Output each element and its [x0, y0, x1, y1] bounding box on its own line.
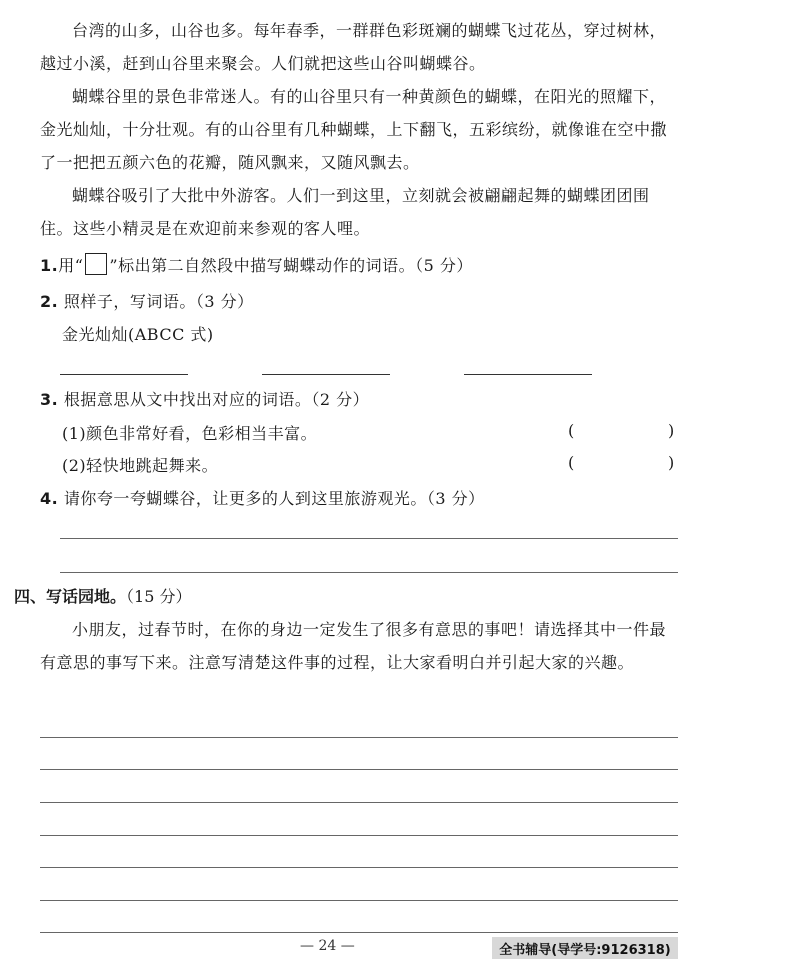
question-2-example: 金光灿灿(ABCC 式) [62, 325, 214, 344]
question-2-number: 2. [40, 292, 59, 311]
question-3-item-1: (1)颜色非常好看，色彩相当丰富。 [62, 424, 318, 443]
passage-paragraph-2: 蝴蝶谷里的景色非常迷人。有的山谷里只有一种黄颜色的蝴蝶，在阳光的照耀下，金光灿灿，十分壮观。有的山谷里有几种蝴蝶，上下翻飞，五彩缤纷，就像谁在空中撒了一把把五颜六色的花瓣，随风飘来，又随风飘去。 [40, 87, 668, 172]
passage-paragraph-3: 蝴蝶谷吸引了大批中外游客。人们一到这里，立刻就会被翩翩起舞的蝴蝶团团围住。这些小精灵是在欢迎前来参观的客人哩。 [40, 186, 650, 238]
question-2 [40, 289, 254, 312]
answer-blank-2[interactable] [262, 374, 390, 375]
question-4-number: 4. [40, 489, 59, 508]
writing-line-5[interactable] [40, 867, 678, 868]
section-4-heading: 四、写话园地。 [14, 587, 127, 606]
writing-line-3[interactable] [40, 802, 678, 803]
section-4-score: （15 分） [126, 587, 192, 606]
writing-line-6[interactable] [40, 900, 678, 901]
answer-line-q4-2[interactable] [60, 572, 678, 573]
page-number: — 24 — [300, 938, 355, 954]
answer-paren-close-2: ) [668, 453, 675, 472]
question-2-text: 照样子，写词语。（3 分） [63, 292, 254, 311]
question-3-number: 3. [40, 390, 59, 409]
section-4-prompt: 小朋友，过春节时，在你的身边一定发生了很多有意思的事吧！请选择其中一件最有意思的事写下来。注意写清楚这件事的过程，让大家看明白并引起大家的兴趣。 [40, 620, 667, 672]
writing-line-4[interactable] [40, 835, 678, 836]
question-4 [40, 486, 485, 509]
answer-paren-open-1: ( [568, 421, 575, 440]
writing-line-7[interactable] [40, 932, 678, 933]
guide-number-badge: 全书辅导(导学号:9126318) [492, 937, 678, 959]
writing-line-2[interactable] [40, 769, 678, 770]
question-1-text: ”标出第二自然段中描写蝴蝶动作的词语。（5 分） [109, 256, 473, 275]
answer-blank-1[interactable] [60, 374, 188, 375]
answer-paren-close-1: ) [668, 421, 675, 440]
question-1 [40, 253, 473, 276]
answer-line-q4-1[interactable] [60, 538, 678, 539]
question-3-text: 根据意思从文中找出对应的词语。（2 分） [63, 390, 370, 409]
answer-paren-open-2: ( [568, 453, 575, 472]
question-1-number: 1. [40, 256, 59, 275]
writing-line-1[interactable] [40, 737, 678, 738]
question-4-text: 请你夸一夸蝴蝶谷，让更多的人到这里旅游观光。（3 分） [63, 489, 485, 508]
mark-box-icon [85, 253, 107, 275]
question-3 [40, 387, 369, 410]
answer-blank-3[interactable] [464, 374, 592, 375]
section-4-title [14, 584, 191, 607]
question-3-item-2: (2)轻快地跳起舞来。 [62, 456, 219, 475]
question-1-pre: 用“ [58, 256, 84, 275]
passage-paragraph-1: 台湾的山多，山谷也多。每年春季，一群群色彩斑斓的蝴蝶飞过花丛，穿过树林，越过小溪，赶到山谷里来聚会。人们就把这些山谷叫蝴蝶谷。 [40, 21, 667, 73]
